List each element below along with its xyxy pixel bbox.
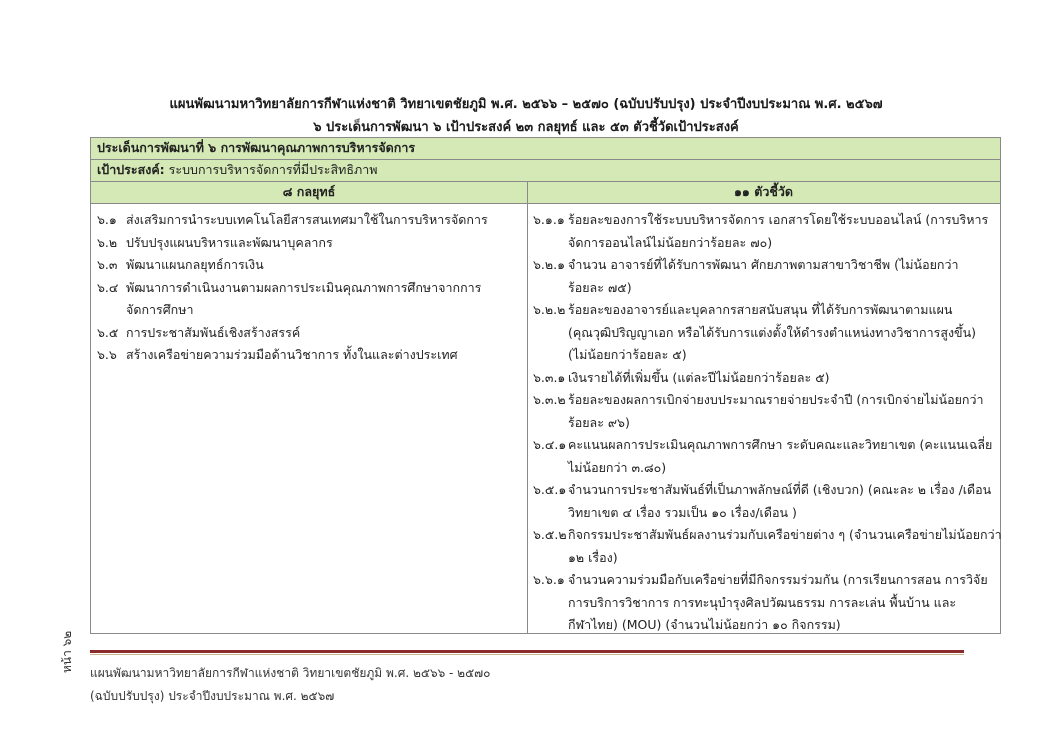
indicator-text: ร้อยละ ๙๖) bbox=[568, 414, 630, 430]
indicator-text: คะแนนผลการประเมินคุณภาพการศึกษา ระดับคณะและวิทยาเขต (คะแนนเฉลี่ย bbox=[568, 437, 993, 452]
strategy-number: ๖.๒ bbox=[97, 234, 118, 250]
footer-divider-accent bbox=[90, 654, 964, 655]
goal-label: เป้าประสงค์: bbox=[97, 162, 165, 177]
indicator-number: ๖.๔.๑ bbox=[533, 437, 567, 452]
page-number: หน้า ๖๒ bbox=[60, 630, 74, 673]
document-subtitle: ๖ ประเด็นการพัฒนา ๖ เป้าประสงค์ ๒๓ กลยุทธ์ และ ๕๓ ตัวชี้วัดเป้าประสงค์ bbox=[313, 120, 739, 135]
strategy-text: สร้างเครือข่ายความร่วมมือด้านวิชาการ ทั้งในและต่างประเทศ bbox=[126, 347, 458, 362]
strategy-text: การประชาสัมพันธ์เชิงสร้างสรรค์ bbox=[126, 324, 301, 340]
strategy-item bbox=[97, 322, 517, 345]
strategy-item bbox=[97, 254, 517, 277]
indicator-item bbox=[533, 569, 993, 637]
indicator-text: (ไม่น้อยกว่าร้อยละ ๕) bbox=[568, 347, 687, 362]
indicator-list bbox=[533, 209, 1002, 637]
strategy-text: พัฒนาการดำเนินงานตามผลการประเมินคุณภาพการศึกษาจากการ bbox=[126, 279, 482, 295]
strategy-number: ๖.๑ bbox=[97, 212, 117, 227]
indicator-text: จำนวนการประชาสัมพันธ์ที่เป็นภาพลักษณ์ที่ดี (เชิงบวก) (คณะละ ๒ เรื่อง /เดือน bbox=[568, 482, 992, 497]
indicator-item bbox=[533, 367, 993, 390]
indicator-number: ๖.๒.๑ bbox=[533, 257, 566, 272]
strategy-text-continued: จัดการศึกษา bbox=[126, 302, 194, 317]
strategy-number: ๖.๔ bbox=[97, 279, 119, 295]
strategy-number: ๖.๕ bbox=[97, 324, 119, 340]
indicator-item bbox=[533, 209, 993, 254]
indicator-number: ๖.๕.๒ bbox=[533, 527, 567, 542]
strategy-item bbox=[97, 277, 517, 322]
goal-row bbox=[91, 160, 1000, 182]
indicator-item bbox=[533, 254, 993, 299]
indicator-text: ร้อยละของการใช้ระบบบริหารจัดการ เอกสารโดยใช้ระบบออนไลน์ (การบริหาร bbox=[568, 212, 989, 227]
strategy-item bbox=[97, 344, 517, 367]
strategy-text: ปรับปรุงแผนบริหารและพัฒนาบุคลากร bbox=[126, 234, 333, 250]
strategy-text: ส่งเสริมการนำระบบเทคโนโลยีสารสนเทศมาใช้ในการบริหารจัดการ bbox=[126, 212, 488, 227]
indicator-text: จัดการออนไลน์ไม่น้อยกว่าร้อยละ ๗๐) bbox=[568, 234, 773, 250]
strategy-column-header: ๘ กลยุทธ์ bbox=[282, 184, 336, 199]
indicator-column-header: ๑๑ ตัวชี้วัด bbox=[734, 184, 793, 199]
indicator-text: ร้อยละของผลการเบิกจ่ายงบประมาณรายจ่ายประจำปี (การเบิกจ่ายไม่น้อยกว่า bbox=[568, 392, 984, 407]
indicator-text: ๑๒ เรื่อง) bbox=[568, 549, 618, 565]
strategy-list bbox=[97, 209, 517, 367]
indicator-number: ๖.๓.๒ bbox=[533, 392, 566, 407]
indicator-text: ร้อยละของอาจารย์และบุคลากรสายสนับสนุน ที่ได้รับการพัฒนาตามแผน bbox=[568, 302, 953, 317]
indicator-text: ไม่น้อยกว่า ๓.๘๐) bbox=[568, 459, 667, 475]
document-title: แผนพัฒนามหาวิทยาลัยการกีฬาแห่งชาติ วิทยาเขตชัยภูมิ พ.ศ. ๒๕๖๖ – ๒๕๗๐ (ฉบับปรับปรุง) ประจำปีงบประมาณ พ.ศ. ๒๕๖๗ bbox=[169, 97, 883, 112]
indicator-text: จำนวนความร่วมมือกับเครือข่ายที่มีกิจกรรมร่วมกัน (การเรียนการสอน การวิจัย bbox=[568, 572, 988, 587]
indicator-text: กิจกรรมประชาสัมพันธ์ผลงานร่วมกับเครือข่ายต่าง ๆ (จำนวนเครือข่ายไม่น้อยกว่า bbox=[568, 527, 1002, 542]
indicator-text: วิทยาเขต ๔ เรื่อง รวมเป็น ๑๐ เรื่อง/เดือน ) bbox=[568, 504, 797, 520]
indicator-number: ๖.๑.๑ bbox=[533, 212, 565, 227]
indicator-text: เงินรายได้ที่เพิ่มขึ้น (แต่ละปีไม่น้อยกว่าร้อยละ ๕) bbox=[568, 369, 830, 385]
development-issue-row: ประเด็นการพัฒนาที่ ๖ การพัฒนาคุณภาพการบริหารจัดการ bbox=[91, 138, 1000, 160]
indicator-text: (คุณวุฒิปริญญาเอก หรือได้รับการแต่งตั้งให้ดำรงตำแหน่งทางวิชาการสูงขึ้น) bbox=[568, 324, 977, 340]
strategy-item bbox=[97, 232, 517, 255]
footer-line-1: แผนพัฒนามหาวิทยาลัยการกีฬาแห่งชาติ วิทยาเขตชัยภูมิ พ.ศ. ๒๕๖๖ - ๒๕๗๐ bbox=[90, 666, 491, 680]
indicator-item bbox=[533, 524, 1002, 569]
strategy-text: พัฒนาแผนกลยุทธ์การเงิน bbox=[126, 257, 264, 272]
indicator-text: การบริการวิชาการ การทะนุบำรุงศิลปวัฒนธรรม การละเล่น พื้นบ้าน และ bbox=[568, 594, 957, 610]
column-header-row bbox=[91, 182, 1000, 204]
indicator-number: ๖.๓.๑ bbox=[533, 369, 566, 385]
strategy-number: ๖.๓ bbox=[97, 257, 118, 272]
column-divider bbox=[527, 182, 528, 634]
strategy-item bbox=[97, 209, 517, 232]
goal-text: ระบบการบริหารจัดการที่มีประสิทธิภาพ bbox=[164, 162, 378, 177]
strategy-number: ๖.๖ bbox=[97, 347, 117, 362]
strategy-table bbox=[90, 137, 1001, 634]
footer-line-2: (ฉบับปรับปรุง) ประจำปีงบประมาณ พ.ศ. ๒๕๖๗ bbox=[90, 689, 335, 703]
footer-divider bbox=[90, 650, 964, 653]
indicator-text: จำนวน อาจารย์ที่ได้รับการพัฒนา ศักยภาพตามสาขาวิชาชีพ (ไม่น้อยกว่า bbox=[568, 257, 959, 272]
indicator-text: กีฬาไทย) (MOU) (จำนวนไม่น้อยกว่า ๑๐ กิจกรรม) bbox=[568, 617, 841, 632]
indicator-number: ๖.๖.๑ bbox=[533, 572, 565, 587]
indicator-text: ร้อยละ ๗๕) bbox=[568, 279, 632, 295]
indicator-item bbox=[533, 389, 993, 434]
indicator-item bbox=[533, 479, 993, 524]
indicator-item bbox=[533, 299, 993, 367]
indicator-item bbox=[533, 434, 993, 479]
indicator-number: ๖.๒.๒ bbox=[533, 302, 566, 317]
indicator-number: ๖.๕.๑ bbox=[533, 482, 567, 497]
